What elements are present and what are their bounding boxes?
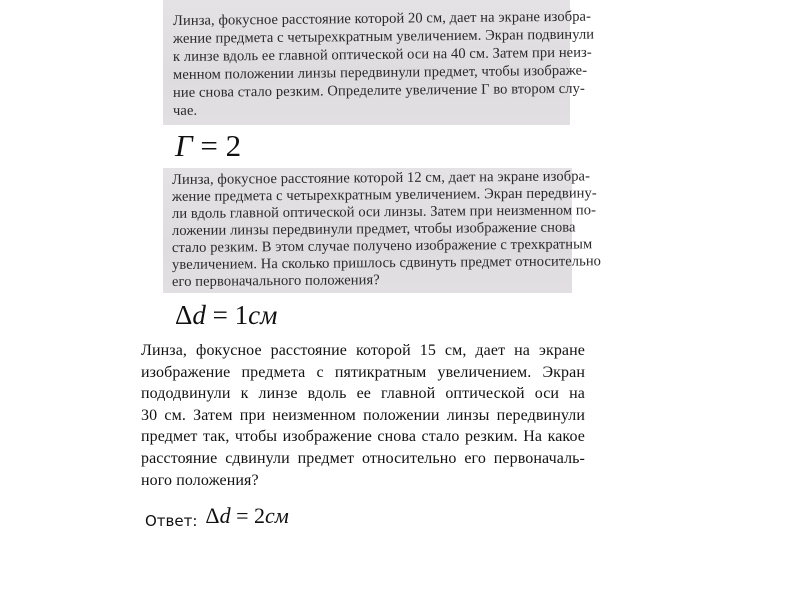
problem-3-line: пододвинули к линзе вдоль ее главной оптической оси на — [141, 385, 585, 403]
problem-1-line: жение предмета с четырехкратным увеличением. Экран подвинули — [172, 26, 595, 47]
problem-2-line: Линза, фокусное расстояние которой 12 см, дает на экране изобра- — [171, 168, 591, 188]
problem-1-line: к линзе вдоль ее главной оптической оси на 40 см. Затем при неиз- — [172, 44, 592, 65]
problem-3-line: предмет так, чтобы изображение снова стало резким. На какое — [141, 428, 585, 446]
distance-symbol: d — [192, 300, 206, 330]
equals-sign: = — [212, 300, 228, 330]
unit: см — [264, 503, 289, 528]
problem-2-line: жение предмета с четырехкратным увеличением. Экран передвину- — [171, 185, 597, 205]
answer-value: 2 — [253, 503, 265, 528]
answer-value: 1 — [234, 300, 249, 330]
problem-1-line: чае. — [172, 102, 198, 119]
problem-3-line: расстояние сдвинули предмет относительно его первоначаль- — [141, 449, 585, 467]
answer-label: Ответ: — [145, 512, 198, 530]
problem-1-line: ние снова стало резким. Определите увеличение Г во втором слу- — [172, 80, 585, 101]
problem-2-line: ложении линзы передвинули предмет, чтобы изображение снова — [171, 219, 576, 239]
problem-1-photo — [163, 0, 595, 125]
problem-2-line: его первоначального положения? — [171, 272, 380, 290]
problem-1-line: Линза, фокусное расстояние которой 20 см, дает на экране изобра- — [172, 8, 592, 29]
equals-sign: = — [236, 503, 249, 528]
problem-3-text — [141, 340, 585, 491]
equals-sign: = — [200, 128, 218, 163]
delta-symbol: Δ — [175, 300, 193, 330]
problem-2-photo — [163, 168, 602, 293]
problem-2-line: увеличением. На сколько пришлось сдвинуть предмет относительно — [171, 253, 602, 273]
problem-1-answer-formula — [175, 128, 241, 164]
answer-value: 2 — [225, 128, 242, 163]
problem-3-line: изображение предмета с пятикратным увеличением. Экран — [141, 363, 585, 381]
distance-symbol: d — [219, 503, 231, 528]
problem-3-line: 30 см. Затем при неизменном положении линзы передвинули — [141, 406, 585, 424]
problem-3-line: ного положения? — [141, 471, 259, 489]
problem-2-answer-formula — [175, 298, 277, 332]
magnification-symbol: Г — [175, 128, 193, 163]
problem-3-line: Линза, фокусное расстояние которой 15 см, дает на экране — [141, 342, 585, 359]
unit: см — [248, 300, 278, 330]
problem-2-line: ли вдоль главной оптической оси линзы. Затем при неизменном по- — [171, 202, 597, 222]
problem-1-line: менном положении линзы передвинули предмет, чтобы изображе- — [172, 62, 588, 83]
problem-3-answer — [145, 503, 289, 529]
delta-symbol: Δ — [205, 503, 220, 528]
problem-2-line: стало резким. В этом случае получено изображение с трехкратным — [171, 236, 593, 256]
problem-3-answer-formula — [205, 503, 288, 528]
